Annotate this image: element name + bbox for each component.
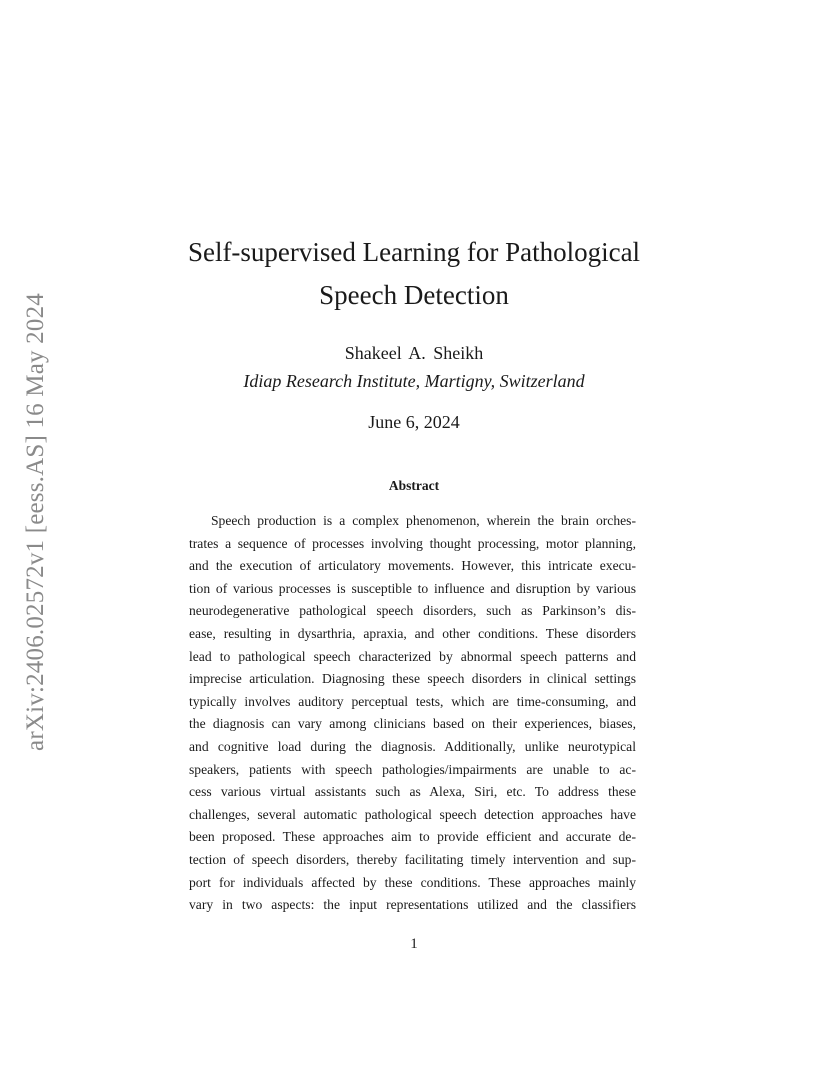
- abstract-line: tion of various processes is susceptible to influence and disruption by various: [189, 580, 636, 596]
- abstract-line: Speech production is a complex phenomenon, wherein the brain orches-: [211, 513, 636, 528]
- publication-date: June 6, 2024: [368, 412, 460, 432]
- abstract-line: speakers, patients with speech pathologies/impairments are unable to ac-: [189, 761, 636, 777]
- abstract-heading: Abstract: [388, 478, 440, 493]
- abstract-line: imprecise articulation. Diagnosing these speech disorders in clinical settings: [189, 671, 636, 687]
- paper-title-line: Self-supervised Learning for Pathological: [187, 237, 641, 267]
- abstract-line: and cognitive load during the diagnosis. Additionally, unlike neurotypical: [189, 738, 636, 754]
- abstract-line: port for individuals affected by these conditions. These approaches mainly: [189, 874, 636, 890]
- page-number: 1: [410, 936, 418, 952]
- arxiv-identifier-stamp: arXiv:2406.02572v1 [eess.AS] 16 May 2024: [22, 293, 49, 751]
- abstract-body: [189, 510, 636, 917]
- abstract-line: been proposed. These approaches aim to provide efficient and accurate de-: [189, 829, 636, 845]
- abstract-line: and the execution of articulatory movements. However, this intricate execu-: [189, 558, 636, 574]
- abstract-line: the diagnosis can vary among clinicians based on their experiences, biases,: [189, 716, 636, 732]
- abstract-line: lead to pathological speech characterized by abnormal speech patterns and: [189, 648, 636, 664]
- abstract-line: tection of speech disorders, thereby facilitating timely intervention and sup-: [189, 851, 636, 867]
- abstract-line: trates a sequence of processes involving thought processing, motor planning,: [189, 535, 636, 551]
- author-affiliation: Idiap Research Institute, Martigny, Switzerland: [243, 371, 585, 391]
- abstract-line: cess various virtual assistants such as Alexa, Siri, etc. To address these: [189, 784, 636, 800]
- abstract-line: typically involves auditory perceptual tests, which are time-consuming, and: [189, 693, 636, 709]
- abstract-line: vary in two aspects: the input representations utilized and the classifiers: [189, 897, 636, 913]
- paper-title-line: Speech Detection: [319, 280, 509, 310]
- abstract-line: ease, resulting in dysarthria, apraxia, and other conditions. These disorders: [189, 625, 636, 641]
- author-name: Shakeel A. Sheikh: [344, 343, 484, 363]
- abstract-line: neurodegenerative pathological speech disorders, such as Parkinson’s dis-: [189, 603, 636, 619]
- abstract-line: challenges, several automatic pathological speech detection approaches have: [189, 806, 636, 822]
- paper-title: [0, 231, 828, 317]
